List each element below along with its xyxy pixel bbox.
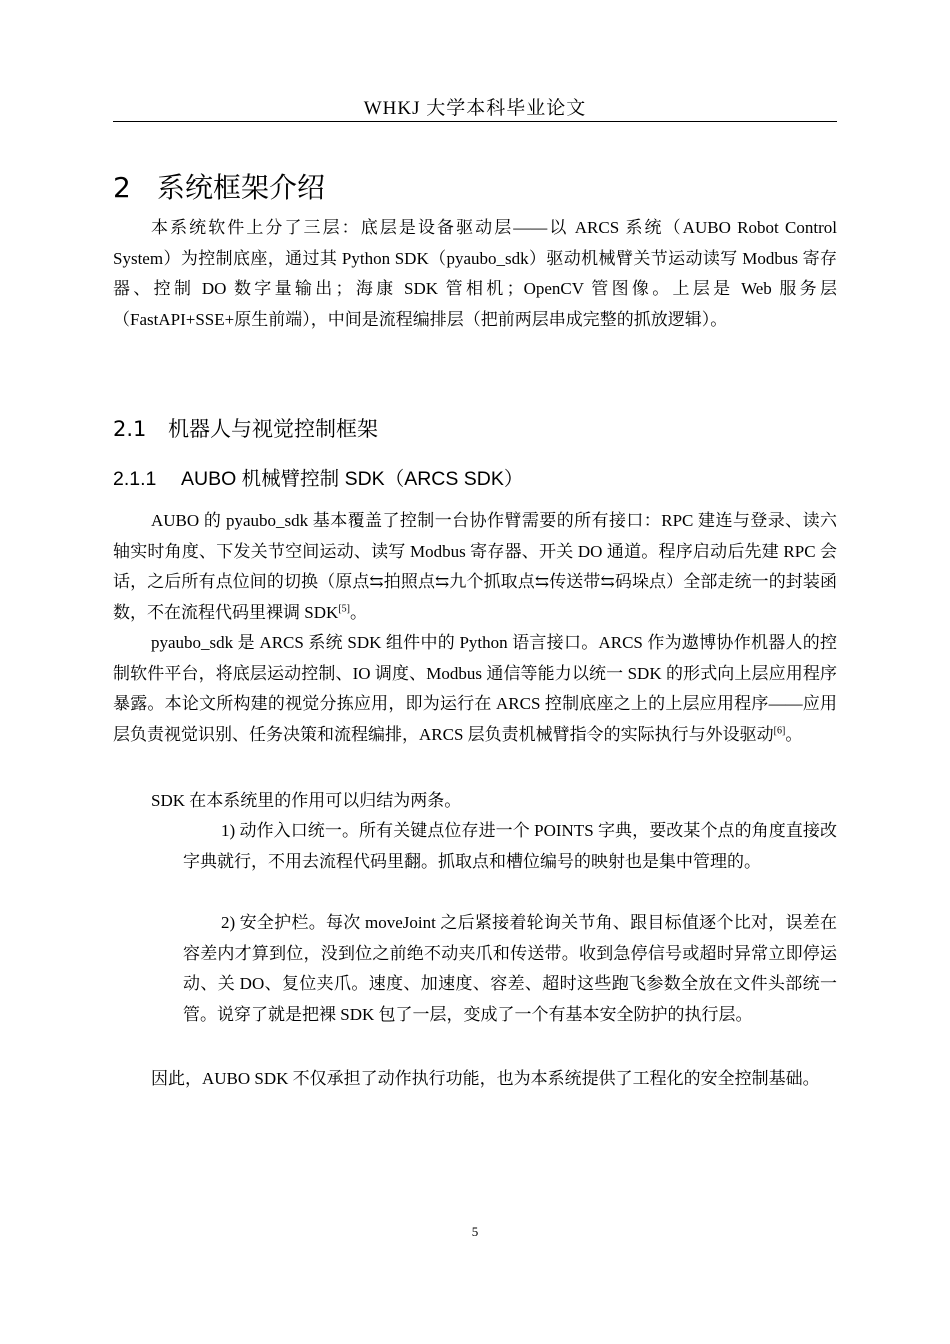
subsection-title: AUBO 机械臂控制 SDK（ARCS SDK） — [181, 468, 524, 490]
conclusion-paragraph: 因此，AUBO SDK 不仅承担了动作执行功能，也为本系统提供了工程化的安全控制基础。 — [151, 1069, 820, 1088]
chapter-number: 2 — [113, 171, 131, 204]
section-number: 2.1 — [113, 417, 147, 441]
paragraph-sdk-overview — [113, 506, 837, 628]
paragraph-text: pyaubo_sdk 是 ARCS 系统 SDK 组件中的 Python 语言接口。ARCS 作为遨博协作机器人的控制软件平台，将底层运动控制、IO 调度、Modbus 通信等能力以统一 SDK 的形式向上层应用程序暴露。本论文所构建的视觉分拣应用，即为运行在 ARCS 控制底座之上的上层应用程序——应用层负责视觉识别、任务决策和流程编排，ARCS 层负责机械臂指令的实际执行与外设驱动 — [113, 633, 837, 744]
citation-6: [6] — [773, 724, 786, 736]
list-item-1: 1) 动作入口统一。所有关键点位存进一个 POINTS 字典，要改某个点的角度直接改字典就行，不用去流程代码里翻。抓取点和槽位编号的映射也是集中管理的。 — [183, 821, 837, 871]
page-number: 5 — [471, 1224, 479, 1239]
section-title: 机器人与视觉控制框架 — [168, 417, 378, 441]
paragraph-sdk-role: SDK 在本系统里的作用可以归结为两条。 — [151, 791, 462, 810]
paragraph-arcs — [113, 628, 837, 750]
chapter-heading — [113, 166, 325, 206]
header-rule — [113, 121, 837, 122]
paragraph-end: 。 — [349, 602, 367, 622]
section-heading — [113, 413, 378, 443]
citation-5: [5] — [338, 602, 350, 614]
intro-paragraph: 本系统软件上分了三层：底层是设备驱动层——以 ARCS 系统（AUBO Robot Control System）为控制底座，通过其 Python SDK（pyaubo_sdk）驱动机械臂关节运动读写 Modbus 寄存器、控制 DO 数字量输出；海康 SDK 管相机；OpenCV 管图像。上层是 Web 服务层（FastAPI+SSE+原生前端），中间是流程编排层（把前两层串成完整的抓放逻辑）。 — [113, 218, 837, 329]
subsection-number: 2.1.1 — [113, 468, 157, 490]
paragraph-end: 。 — [785, 724, 803, 744]
chapter-title: 系统框架介绍 — [157, 171, 326, 204]
running-header: WHKJ 大学本科毕业论文 — [363, 98, 587, 119]
subsection-heading — [113, 463, 523, 491]
paragraph-text: AUBO 的 pyaubo_sdk 基本覆盖了控制一台协作臂需要的所有接口：RPC 建连与登录、读六轴实时角度、下发关节空间运动、读写 Modbus 寄存器、开关 DO 通道。程序启动后先建 RPC 会话，之后所有点位间的切换（原点⇆拍照点⇆九个抓取点⇆传送带⇆码垛点）全部走统一的封装函数，不在流程代码里裸调 SDK — [113, 511, 837, 622]
list-item-2: 2) 安全护栏。每次 moveJoint 之后紧接着轮询关节角、跟目标值逐个比对，误差在容差内才算到位，没到位之前绝不动夹爪和传送带。收到急停信号或超时异常立即停运动、关 DO、复位夹爪。速度、加速度、容差、超时这些跑飞参数全放在文件头部统一管。说穿了就是把裸 SDK 包了一层，变成了一个有基本安全防护的执行层。 — [183, 913, 837, 1024]
